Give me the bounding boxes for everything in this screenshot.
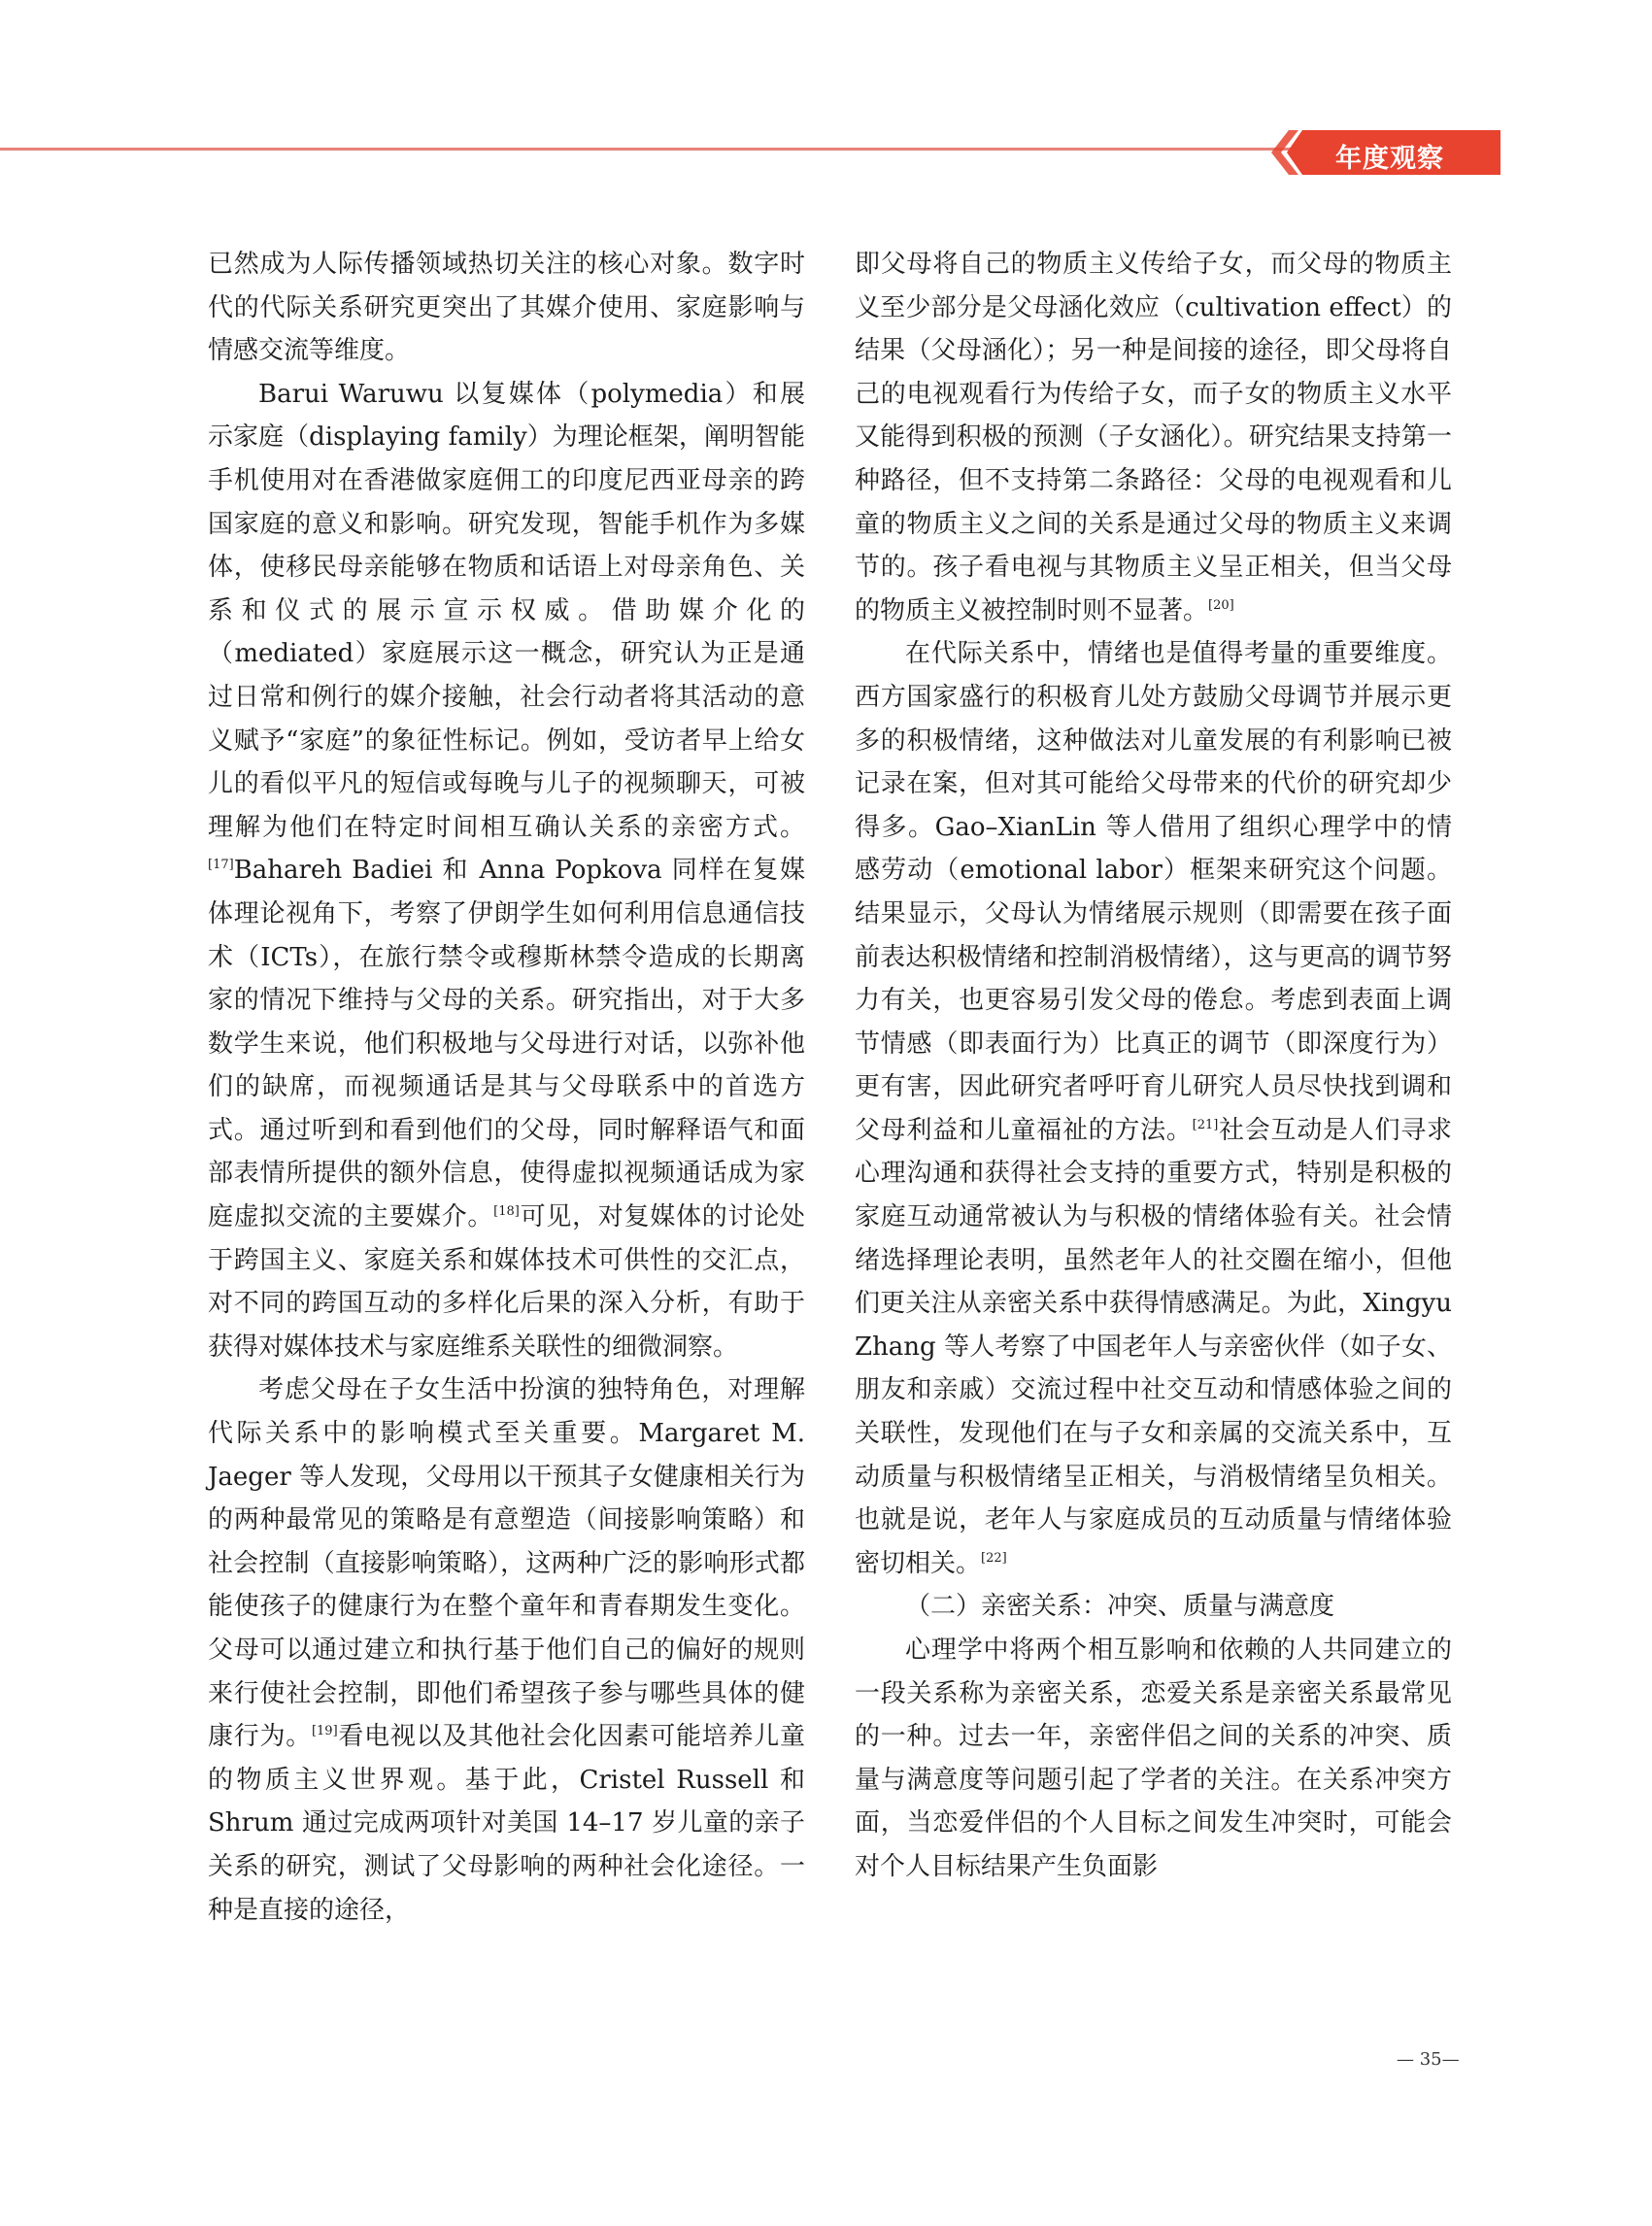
left-column	[208, 243, 805, 1932]
citation-ref: [17]	[208, 858, 234, 873]
section-label: 年度观察	[1335, 144, 1444, 174]
paragraph-text: 社会互动是人们寻求心理沟通和获得社会支持的重要方式，特别是积极的家庭互动通常被认为与积极的情绪体验有关。社会情绪选择理论表明，虽然老年人的社交圈在缩小，但他们更关注从亲密关系中获得情感满足。为此，Xingyu Zhang 等人考察了中国老年人与亲密伙伴（如子女、朋友和亲戚）交流过程中社交互动和情感体验之间的关联性，发现他们在与子女和亲属的交流关系中，互动质量与积极情绪呈正相关，与消极情绪呈负相关。也就是说，老年人与家庭成员的互动质量与情绪体验密切相关。	[855, 1115, 1452, 1578]
citation-ref: [19]	[311, 1724, 338, 1739]
page-number: — 35—	[1397, 2049, 1460, 2070]
body-paragraph	[208, 1368, 805, 1932]
paragraph-text: 心理学中将两个相互影响和依赖的人共同建立的一段关系称为亲密关系，恋爱关系是亲密关系最常见的一种。过去一年，亲密伴侣之间的关系的冲突、质量与满意度等问题引起了学者的关注。在关系冲突方面，当恋爱伴侣的个人目标之间发生冲突时，可能会对个人目标结果产生负面影	[855, 1636, 1452, 1881]
citation-ref: [22]	[981, 1550, 1007, 1566]
paragraph-text: Barui Waruwu 以复媒体（polymedia）和展示家庭（displaying family）为理论框架，阐明智能手机使用对在香港做家庭佣工的印度尼西亚母亲的跨国家庭的意义和影响。研究发现，智能手机作为多媒体，使移民母亲能够在物质和话语上对母亲角色、关系和仪式的展示宣示权威。借助媒介化的（mediated）家庭展示这一概念，研究认为正是通过日常和例行的媒介接触，社会行动者将其活动的意义赋予“家庭”的象征性标记。例如，受访者早上给女儿的看似平凡的短信或每晚与儿子的视频聊天，可被理解为他们在特定时间相互确认关系的亲密方式。	[208, 379, 805, 842]
body-paragraph	[208, 243, 805, 373]
paragraph-text: （二）亲密关系：冲突、质量与满意度	[905, 1592, 1335, 1622]
citation-ref: [18]	[493, 1204, 520, 1220]
header-rule	[0, 148, 1292, 151]
paragraph-text: 即父母将自己的物质主义传给子女，而父母的物质主义至少部分是父母涵化效应（cultivation effect）的结果（父母涵化）；另一种是间接的途径，即父母将自己的电视观看行为传给子女，而子女的物质主义水平又能得到积极的预测（子女涵化）。研究结果支持第一种路径，但不支持第二条路径：父母的电视观看和儿童的物质主义之间的关系是通过父母的物质主义来调节的。孩子看电视与其物质主义呈正相关，但当父母的物质主义被控制时则不显著。	[855, 250, 1452, 625]
right-column	[855, 243, 1452, 1889]
body-paragraph	[855, 632, 1452, 1585]
citation-ref: [21]	[1192, 1117, 1219, 1132]
body-paragraph	[855, 243, 1452, 632]
paragraph-text: 在代际关系中，情绪也是值得考量的重要维度。西方国家盛行的积极育儿处方鼓励父母调节并展示更多的积极情绪，这种做法对儿童发展的有利影响已被记录在案，但对其可能给父母带来的代价的研究却少得多。Gao–XianLin 等人借用了组织心理学中的情感劳动（emotional labor）框架来研究这个问题。结果显示，父母认为情绪展示规则（即需要在孩子面前表达积极情绪和控制消极情绪），这与更高的调节努力有关，也更容易引发父母的倦怠。考虑到表面上调节情感（即表面行为）比真正的调节（即深度行为）更有害，因此研究者呼吁育儿研究人员尽快找到调和父母利益和儿童福祉的方法。	[855, 639, 1452, 1145]
paragraph-text: 看电视以及其他社会化因素可能培养儿童的物质主义世界观。基于此，Cristel Russell 和 Shrum 通过完成两项针对美国 14–17 岁儿童的亲子关系的研究，测试了父母影响的两种社会化途径。一种是直接的途径，	[208, 1722, 805, 1925]
paragraph-text: 已然成为人际传播领域热切关注的核心对象。数字时代的代际关系研究更突出了其媒介使用、家庭影响与情感交流等维度。	[208, 250, 805, 366]
section-banner	[1267, 130, 1500, 175]
body-paragraph	[208, 373, 805, 1369]
paragraph-text: 可见，对复媒体的讨论处于跨国主义、家庭关系和媒体技术可供性的交汇点，对不同的跨国互动的多样化后果的深入分析，有助于获得对媒体技术与家庭维系关联性的细微洞察。	[208, 1202, 805, 1362]
paragraph-text: Bahareh Badiei 和 Anna Popkova 同样在复媒体理论视角下，考察了伊朗学生如何利用信息通信技术（ICTs），在旅行禁令或穆斯林禁令造成的长期离家的情况下维持与父母的关系。研究指出，对于大多数学生来说，他们积极地与父母进行对话，以弥补他们的缺席，而视频通话是其与父母联系中的首选方式。通过听到和看到他们的父母，同时解释语气和面部表情所提供的额外信息，使得虚拟视频通话成为家庭虚拟交流的主要媒介。	[208, 856, 805, 1232]
body-paragraph	[855, 1629, 1452, 1889]
citation-ref: [20]	[1208, 597, 1234, 613]
section-subheading	[855, 1585, 1452, 1629]
paragraph-text: 考虑父母在子女生活中扮演的独特角色，对理解代际关系中的影响模式至关重要。Margaret M. Jaeger 等人发现，父母用以干预其子女健康相关行为的两种最常见的策略是有意塑造（间接影响策略）和社会控制（直接影响策略），这两种广泛的影响形式都能使孩子的健康行为在整个童年和青春期发生变化。父母可以通过建立和执行基于他们自己的偏好的规则来行使社会控制，即他们希望孩子参与哪些具体的健康行为。	[208, 1375, 805, 1752]
